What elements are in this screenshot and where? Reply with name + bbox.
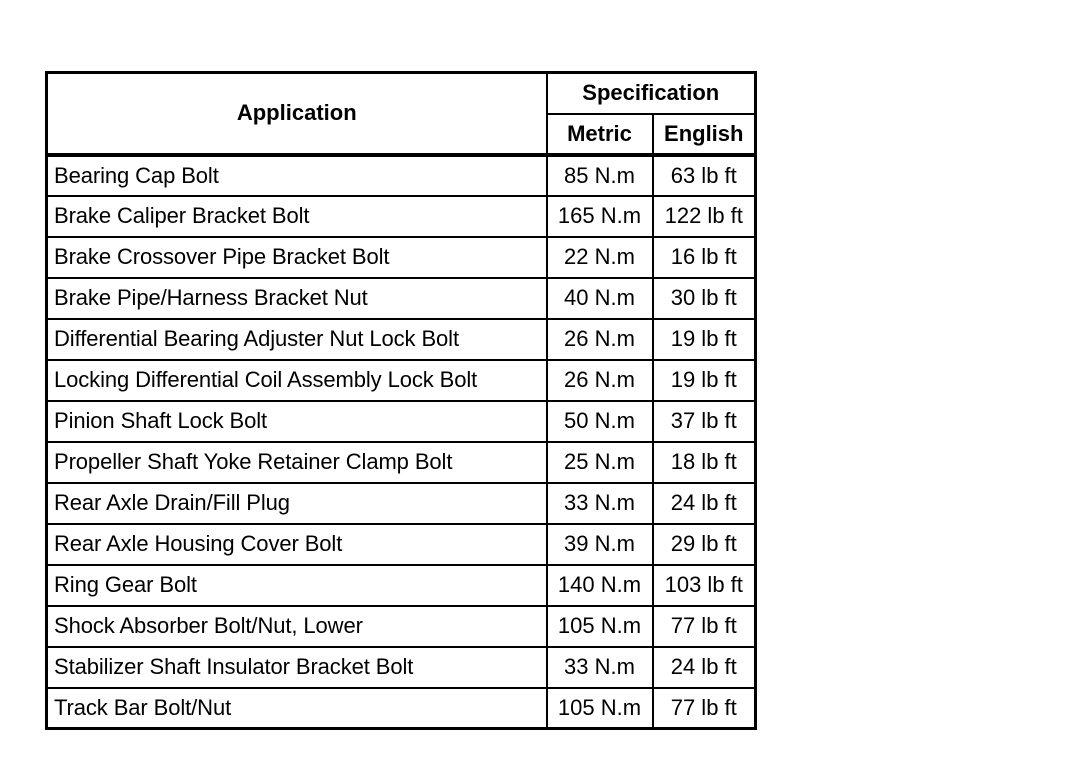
application-cell: Brake Caliper Bracket Bolt [47,196,547,237]
metric-cell: 50 N.m [547,401,653,442]
english-cell: 77 lb ft [653,688,756,729]
english-cell: 16 lb ft [653,237,756,278]
specification-header: Specification [547,73,756,114]
torque-spec-table [45,71,757,730]
header-row-top [47,73,756,114]
english-cell: 24 lb ft [653,647,756,688]
metric-cell: 26 N.m [547,360,653,401]
table-row [47,196,756,237]
english-cell: 103 lb ft [653,565,756,606]
application-cell: Propeller Shaft Yoke Retainer Clamp Bolt [47,442,547,483]
metric-cell: 85 N.m [547,155,653,196]
metric-cell: 39 N.m [547,524,653,565]
application-cell: Bearing Cap Bolt [47,155,547,196]
table-row [47,155,756,196]
metric-cell: 22 N.m [547,237,653,278]
metric-cell: 25 N.m [547,442,653,483]
table-row [47,278,756,319]
metric-header: Metric [547,114,653,155]
table-header [47,73,756,155]
metric-cell: 105 N.m [547,688,653,729]
metric-cell: 33 N.m [547,647,653,688]
table-row [47,606,756,647]
english-cell: 77 lb ft [653,606,756,647]
application-cell: Track Bar Bolt/Nut [47,688,547,729]
table-row [47,524,756,565]
table-row [47,237,756,278]
table-row [47,565,756,606]
metric-cell: 165 N.m [547,196,653,237]
application-cell: Pinion Shaft Lock Bolt [47,401,547,442]
english-cell: 19 lb ft [653,319,756,360]
application-cell: Shock Absorber Bolt/Nut, Lower [47,606,547,647]
application-cell: Stabilizer Shaft Insulator Bracket Bolt [47,647,547,688]
english-header: English [653,114,756,155]
english-cell: 18 lb ft [653,442,756,483]
table-row [47,647,756,688]
table-row [47,319,756,360]
application-cell: Differential Bearing Adjuster Nut Lock Bolt [47,319,547,360]
english-cell: 122 lb ft [653,196,756,237]
table-body [47,155,756,729]
application-cell: Ring Gear Bolt [47,565,547,606]
application-cell: Brake Crossover Pipe Bracket Bolt [47,237,547,278]
metric-cell: 33 N.m [547,483,653,524]
table-row [47,688,756,729]
metric-cell: 105 N.m [547,606,653,647]
metric-cell: 140 N.m [547,565,653,606]
application-cell: Rear Axle Housing Cover Bolt [47,524,547,565]
english-cell: 63 lb ft [653,155,756,196]
table-row [47,401,756,442]
metric-cell: 26 N.m [547,319,653,360]
english-cell: 29 lb ft [653,524,756,565]
application-header: Application [47,73,547,155]
english-cell: 24 lb ft [653,483,756,524]
metric-cell: 40 N.m [547,278,653,319]
application-cell: Locking Differential Coil Assembly Lock Bolt [47,360,547,401]
english-cell: 37 lb ft [653,401,756,442]
table-row [47,442,756,483]
application-cell: Brake Pipe/Harness Bracket Nut [47,278,547,319]
table-row [47,483,756,524]
english-cell: 30 lb ft [653,278,756,319]
table-row [47,360,756,401]
application-cell: Rear Axle Drain/Fill Plug [47,483,547,524]
english-cell: 19 lb ft [653,360,756,401]
